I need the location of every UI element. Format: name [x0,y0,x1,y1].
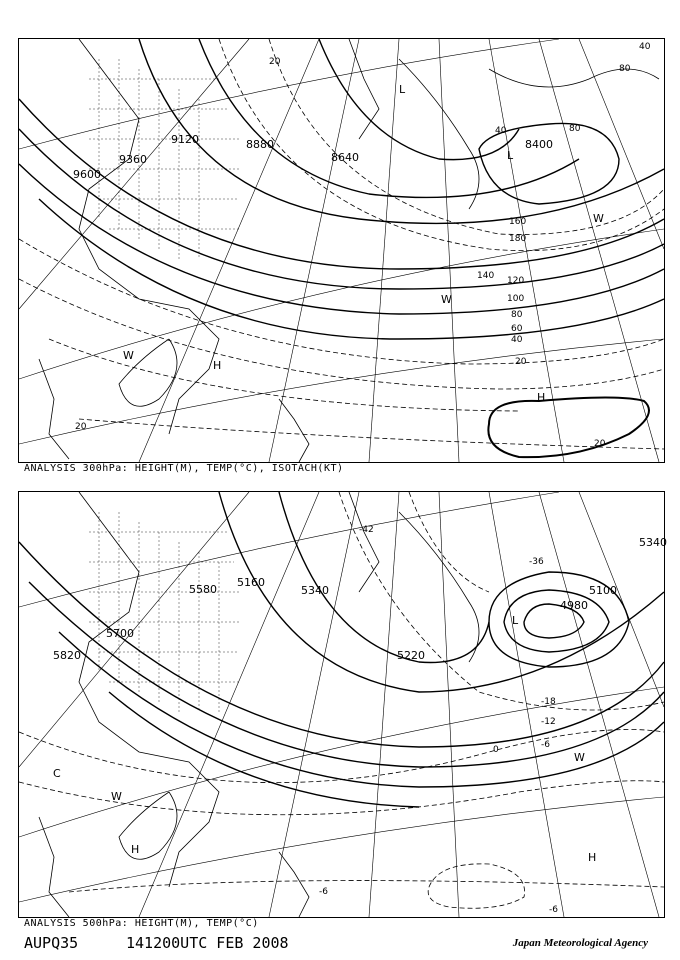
cold-center-label: C [53,767,61,780]
height-contours [19,39,664,339]
height-label: 5220 [397,649,425,662]
temp-label: -6 [549,905,558,915]
isotach-label: 80 [511,310,523,320]
warm-center-label: W [111,790,122,803]
low-center-label: L [507,149,514,162]
warm-center-label: W [123,349,134,362]
isotach-label: 100 [507,294,525,304]
caption-300hpa: ANALYSIS 300hPa: HEIGHT(M), TEMP(°C), ISOTACH(KT) [24,463,344,474]
map-300hpa-graphic [19,39,664,462]
isotach-label: 120 [507,276,525,286]
temp-label: -6 [319,887,328,897]
height-label: 9360 [119,153,147,166]
height-label: 8400 [525,138,553,151]
land-hatch [89,512,239,712]
agency-name: Japan Meteorological Agency [512,937,648,949]
analysis-300hpa-map [18,38,665,463]
isotach-label: 180 [509,234,527,244]
isotach-label: 160 [509,217,527,227]
valid-time: 141200UTC FEB 2008 [126,934,289,952]
height-label: 8640 [331,151,359,164]
height-labels [53,536,667,662]
isotach-label: 20 [75,422,87,432]
height-label: 5160 [237,576,265,589]
temp-label: -42 [359,525,374,535]
height-label: 5820 [53,649,81,662]
isotach-label: 40 [639,42,651,52]
temp-label: 0 [493,745,499,755]
height-label: 9120 [171,133,199,146]
coastlines [39,492,479,917]
isotach-labels [75,42,651,449]
temp-label: -6 [541,740,550,750]
height-label: 5100 [589,584,617,597]
graticule [19,492,664,917]
height-label: 4980 [560,599,588,612]
height-label: 5340 [301,584,329,597]
warm-center-label: W [593,212,604,225]
land-hatch [89,59,239,259]
isotach-label: 60 [511,324,523,334]
pressure-centers [123,83,604,404]
height-label: 9600 [73,168,101,181]
isotach-label: 80 [619,64,631,74]
temp-label: -18 [541,697,556,707]
isotherms [19,492,664,908]
warm-center-label: W [441,293,452,306]
high-center-label: H [588,851,597,864]
low-center-label: L [512,614,519,627]
high-center-label: H [131,843,140,856]
isotach-label: 20 [594,439,606,449]
temp-label: -12 [541,717,556,727]
isotach-label: 40 [511,335,523,345]
height-label: 8880 [246,138,274,151]
high-center-label: H [213,359,222,372]
isotach-label: 80 [569,124,581,134]
map-500hpa-graphic [19,492,667,917]
height-label: 5580 [189,583,217,596]
height-label: 5700 [106,627,134,640]
low-center-label: L [399,83,406,96]
isotach-label: 20 [515,357,527,367]
height-contours [19,492,664,807]
temp-labels [319,525,558,915]
warm-center-label: W [574,751,585,764]
chart-id: AUPQ35 [24,934,79,952]
caption-500hpa: ANALYSIS 500hPa: HEIGHT(M), TEMP(°C) [24,918,259,929]
isotach-label: 20 [269,57,281,67]
analysis-500hpa-map [18,491,665,918]
isotach-label: 40 [495,126,507,136]
isotach-label: 140 [477,271,495,281]
height-label: 5340 [639,536,667,549]
high-center-label: H [537,391,546,404]
temp-label: -36 [529,557,544,567]
